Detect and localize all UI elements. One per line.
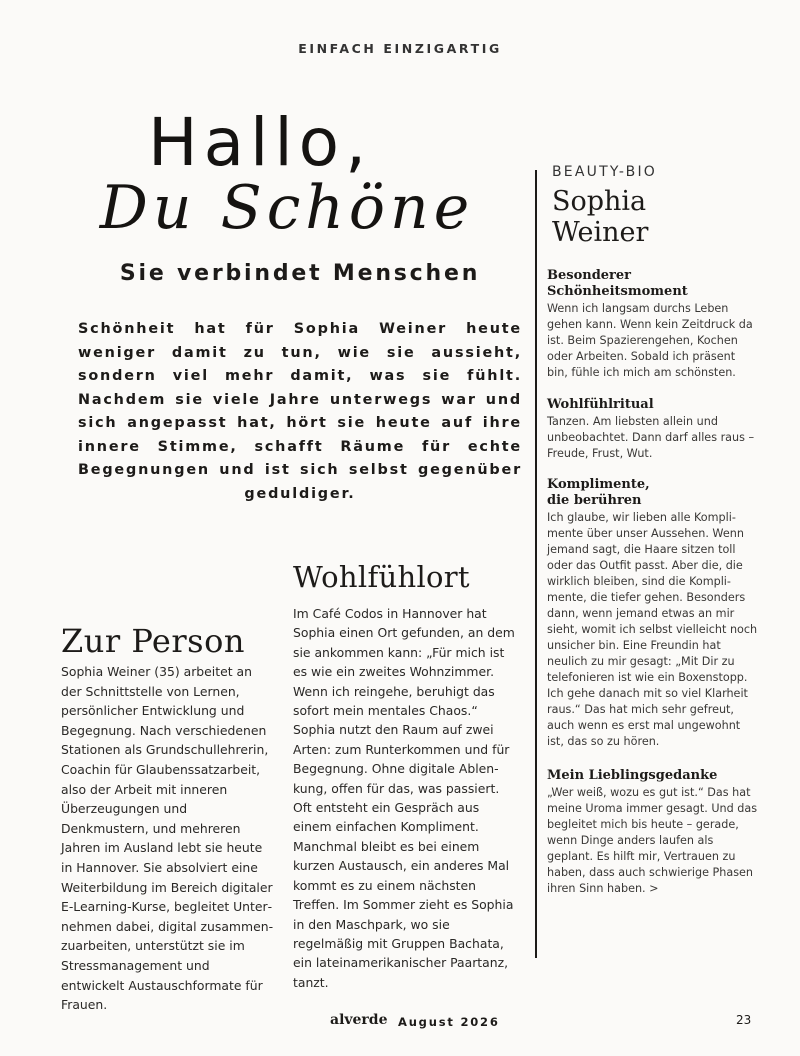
column-divider: [535, 170, 537, 958]
headline-line2: Du Schöne: [99, 173, 475, 243]
headline-line1: Hallo,: [147, 104, 373, 181]
bio-section-schoenheitsmoment: [547, 268, 759, 381]
bio-section-title: Komplimente, die berühren: [547, 477, 650, 508]
beauty-bio-label: BEAUTY-BIO: [552, 164, 658, 180]
bio-section-lieblingsgedanke: [547, 768, 759, 897]
bio-section-title: Wohlfühlritual: [547, 397, 654, 412]
intro-paragraph: Schönheit hat für Sophia Weiner heute weniger damit zu tun, wie sie aussieht, sondern viel mehr damit, was sie fühlt. Nachdem sie viele Jahre unterwegs war und sich angepasst hat, hört sie heute auf ihre innere Stimme, schafft Räume für echte Begegnungen und ist sich selbst gegenüber geduldiger.: [78, 321, 522, 502]
bio-section-wohlfuehlritual: [547, 397, 759, 462]
bio-section-text: Wenn ich langsam durchs Leben gehen kann. Wenn kein Zeitdruck da ist. Beim Spazierengehen, Kochen oder Arbeiten. Sobald ich präsent bin, fühle ich mich am schönsten.: [547, 302, 753, 379]
subtitle: Sie verbindet Menschen: [119, 261, 481, 286]
page-number: 23: [736, 1013, 752, 1027]
wohlfuehlort-heading: Wohlfühlort: [293, 560, 470, 594]
bio-section-title: Besonderer Schönheitsmoment: [547, 268, 688, 299]
zur-person-heading: Zur Person: [61, 622, 245, 660]
footer-date: August 2026: [398, 1015, 500, 1029]
bio-section-text: Ich glaube, wir lieben alle Komplimente über unser Aussehen. Wenn jemand sagt, die Haare sitzen toll oder das Outfit passt. Aber die, die wirklich bleiben, sind die Komplimente, die tiefer gehen. Besonders dann, wenn jemand etwas an mir sieht, womit ich selbst vielleicht noch unsicher bin. Eine Freundin hat neulich zu mir gesagt: „Mit Dir zu telefonieren ist wie ein Boxenstopp. Ich gehe danach mit so viel Klarheit raus.“ Das hat mich sehr gefreut, auch wenn es erst mal ungewohnt ist, das so zu hören.: [547, 511, 758, 748]
bio-section-komplimente: [547, 477, 759, 750]
bio-section-title: Mein Lieblingsgedanke: [547, 768, 718, 783]
bio-section-text: Tanzen. Am liebsten allein und unbeobachtet. Dann darf alles raus – Freude, Frust, Wut.: [547, 415, 755, 460]
beauty-bio-name-line2: Weiner: [552, 217, 649, 248]
footer-brand-logo: alverde: [330, 1012, 388, 1028]
bio-section-text: „Wer weiß, wozu es gut ist.“ Das hat meine Uroma immer gesagt. Und das begleitet mich bis heute – gerade, wenn Dinge anders laufen als geplant. Es hilft mir, Vertrauen zu haben, dass auch schwierige Phasen ihren Sinn haben. >: [547, 786, 758, 895]
beauty-bio-name-line1: Sophia: [552, 186, 647, 217]
zur-person-body: Sophia Weiner (35) arbeitet an der Schnittstelle von Lernen, persönlicher Entwicklung und Begegnung. Nach verschiedenen Stationen als Grundschullehrerin, Coachin für Glaubenssatzarbeit, also der Arbeit mit inneren Überzeugungen und Denkmustern, und mehreren Jahren im Ausland lebt sie heute in Hannover. Sie absolviert eine Weiterbildung im Bereich digitaler E-Learning-Kurse, begleitet Unternehmen dabei, digital zusammenzuarbeiten, unterstützt sie im Stressmanagement und entwickelt Austauschformate für Frauen.: [61, 664, 274, 1013]
beauty-bio-name: [552, 186, 648, 248]
section-label: EINFACH EINZIGARTIG: [298, 41, 502, 56]
wohlfuehlort-body: Im Café Codos in Hannover hat Sophia einen Ort gefunden, an dem sie ankommen kann: „Für mich ist es wie ein zweites Wohnzimmer. Wenn ich reingehe, beruhigt das sofort mein mentales Chaos.“ Sophia nutzt den Raum auf zwei Arten: zum Runterkommen und für Begegnung. Ohne digitale Ablenkung, offen für das, was passiert. Oft entsteht ein Gespräch aus einem einfachen Kompliment. Manchmal bleibt es bei einem kurzen Austausch, ein anderes Mal kommt es zu einem nächsten Treffen. Im Sommer zieht es Sophia in den Maschpark, wo sie regelmäßig mit Gruppen Bachata, ein lateinamerikanischer Paartanz, tanzt.: [293, 606, 515, 990]
